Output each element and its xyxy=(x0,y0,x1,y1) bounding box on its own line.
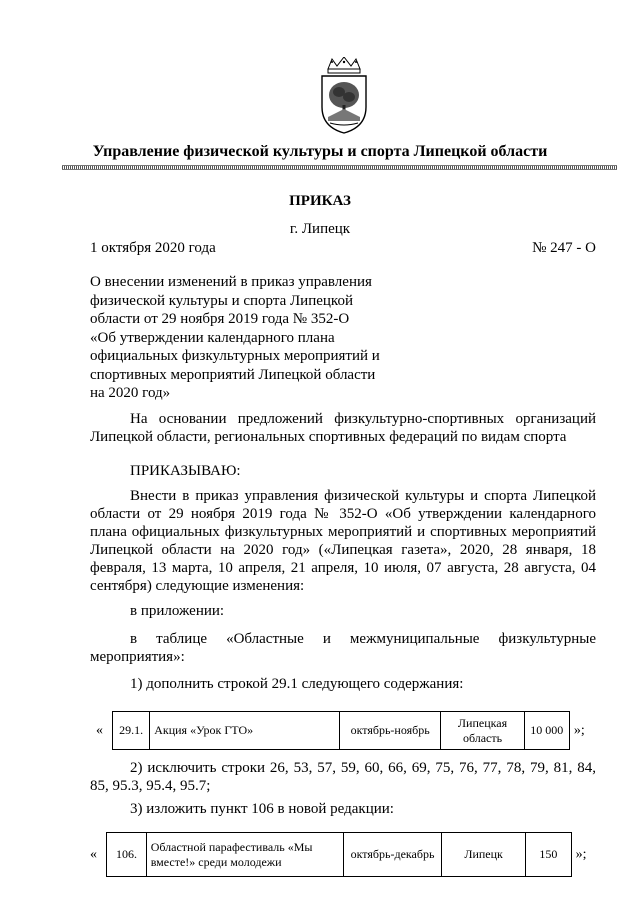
appendix-paragraph: в приложении: xyxy=(130,603,225,619)
item-1-paragraph: 1) дополнить строкой 29.1 следующего содержания: xyxy=(130,676,464,692)
row-number: 29.1. xyxy=(113,712,150,750)
table-paragraph: в таблице «Областные и межмуниципальные физкультурные мероприятия»: xyxy=(90,631,596,665)
event-period: октябрь-ноябрь xyxy=(339,712,440,750)
order-word: ПРИКАЗЫВАЮ: xyxy=(130,463,241,479)
document-number: № 247 - О xyxy=(532,240,596,256)
item-3-paragraph: 3) изложить пункт 106 в новой редакции: xyxy=(130,801,394,817)
coat-of-arms-emblem xyxy=(318,57,370,135)
document-subject xyxy=(90,273,400,403)
document-date: 1 октября 2020 года xyxy=(90,240,216,256)
participant-count: 10 000 xyxy=(524,712,569,750)
replace-row-table xyxy=(86,832,600,877)
event-name: Акция «Урок ГТО» xyxy=(150,712,340,750)
open-quote: « xyxy=(90,846,97,862)
insert-row-table xyxy=(92,711,598,750)
subject-line: области от 29 ноября 2019 года № 352-О xyxy=(90,311,350,327)
subject-line: О внесении изменений в приказ управления xyxy=(90,274,372,290)
document-type: ПРИКАЗ xyxy=(289,193,351,209)
event-place: Липецк xyxy=(442,833,526,877)
close-quote: »; xyxy=(575,846,587,862)
subject-line: спортивных мероприятий Липецкой области xyxy=(90,366,376,383)
item-2-paragraph: 2) исключить строки 26, 53, 57, 59, 60, 66, 69, 75, 76, 77, 78, 79, 81, 84, 85, 95.3, 95.4, 95.7; xyxy=(90,760,596,794)
subject-line: «Об утверждении календарного плана xyxy=(90,329,335,346)
event-place: Липецкая область xyxy=(441,712,524,750)
document-city: г. Липецк xyxy=(289,221,351,237)
subject-line: физической культуры и спорта Липецкой xyxy=(90,292,353,309)
open-quote: « xyxy=(96,722,103,738)
basis-paragraph: На основании предложений физкультурно-спортивных организаций Липецкой области, региональных спортивных федераций по видам спорта xyxy=(90,411,596,445)
organization-name: Управление физической культуры и спорта Липецкой области xyxy=(92,143,548,160)
event-period: октябрь-декабрь xyxy=(343,833,441,877)
subject-line: официальных физкультурных мероприятий и xyxy=(90,348,380,364)
header-divider xyxy=(62,165,617,170)
event-name: Областной парафестиваль «Мы вместе!» среди молодежи xyxy=(146,833,343,877)
amend-paragraph: Внести в приказ управления физической культуры и спорта Липецкой области от 29 ноября 2019 года № 352-О «Об утверждении календарного плана официальных физкультурных мероприятий и спортивных мероприятий Липецкой области на 2020 год» («Липецкая газета», 2020, 28 января, 18 февраля, 13 марта, 10 апреля, 21 апреля, 10 июля, 07 августа, 28 августа, 04 сентября) следующие изменения: xyxy=(90,488,596,594)
row-number: 106. xyxy=(107,833,146,877)
participant-count: 150 xyxy=(526,833,572,877)
close-quote: »; xyxy=(573,722,585,738)
subject-line: на 2020 год» xyxy=(90,385,171,401)
